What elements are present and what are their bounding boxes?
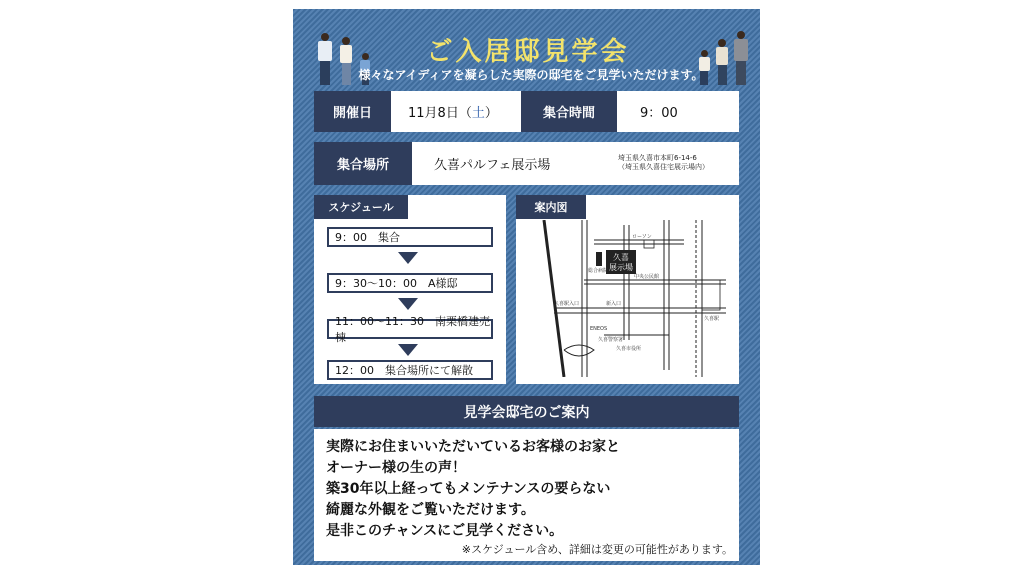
map-drawing <box>524 220 726 377</box>
map-place-label: 新入口 <box>606 301 622 307</box>
info-body <box>326 437 620 542</box>
time-label: 集合時間 <box>521 91 617 132</box>
arrow-down-icon <box>398 298 418 310</box>
place-address-line-1: 埼玉県久喜市本町6-14-6 <box>618 154 697 162</box>
event-flyer <box>293 9 760 565</box>
schedule-label: スケジュール <box>314 195 408 219</box>
map-place-label: 久喜駅 <box>704 316 720 322</box>
access-map <box>524 220 726 377</box>
schedule-step: 9：00 集合 <box>327 227 493 247</box>
info-line: 築30年以上経ってもメンテナンスの要らない <box>326 481 611 497</box>
map-place-label: 総合病院 <box>588 268 609 274</box>
map-venue-label: 久喜 <box>613 253 629 262</box>
date-weekday: 土 <box>471 106 485 121</box>
info-panel <box>314 429 739 561</box>
date-value <box>408 91 498 132</box>
schedule-step: 12：00 集合場所にて解散 <box>327 360 493 380</box>
map-place-label: ENEOS <box>590 326 608 332</box>
map-label: 案内図 <box>516 195 586 219</box>
map-place-label: 久喜警察署 <box>598 337 624 343</box>
map-place-label: ローソン <box>632 234 652 240</box>
place-label: 集合場所 <box>314 142 412 185</box>
place-address <box>618 154 709 172</box>
map-place-label: 中央公民館 <box>634 274 660 280</box>
date-label: 開催日 <box>314 91 391 132</box>
info-header: 見学会邸宅のご案内 <box>314 396 739 427</box>
page-subtitle: 様々なアイディアを凝らした実際の邸宅をご見学いただけます。 <box>358 68 704 82</box>
page-title: ご入居邸見学会 <box>426 37 630 67</box>
info-line: 是非このチャンスにご見学ください。 <box>326 523 564 539</box>
arrow-down-icon <box>398 252 418 264</box>
time-value: 9：00 <box>640 106 678 121</box>
info-line: 綺麗な外観をご覧いただけます。 <box>326 502 535 518</box>
date-close: ） <box>484 106 498 121</box>
map-place-label: 久喜市役所 <box>616 346 642 352</box>
map-venue-label-2: 展示場 <box>609 263 633 272</box>
map-place-label: 久喜駅入口 <box>554 301 580 307</box>
schedule-step: 11：00〜11：30 南栗橋建売棟 <box>327 319 493 339</box>
schedule-step: 9：30〜10：00 A様邸 <box>327 273 493 293</box>
schedule-panel <box>314 195 506 384</box>
place-address-line-2: （埼玉県久喜住宅展示場内） <box>618 163 709 171</box>
arrow-down-icon <box>398 344 418 356</box>
date-time-row <box>314 91 739 132</box>
date-text: 11月8日（ <box>408 106 472 121</box>
map-panel <box>516 195 739 384</box>
info-line: 実際にお住まいいただいているお客様のお家と <box>326 439 620 455</box>
place-row <box>314 142 739 185</box>
disclaimer-note: ※スケジュール含め、詳細は変更の可能性があります。 <box>461 543 733 556</box>
place-value: 久喜パルフェ展示場 <box>434 158 551 173</box>
info-line: オーナー様の生の声！ <box>326 460 466 476</box>
